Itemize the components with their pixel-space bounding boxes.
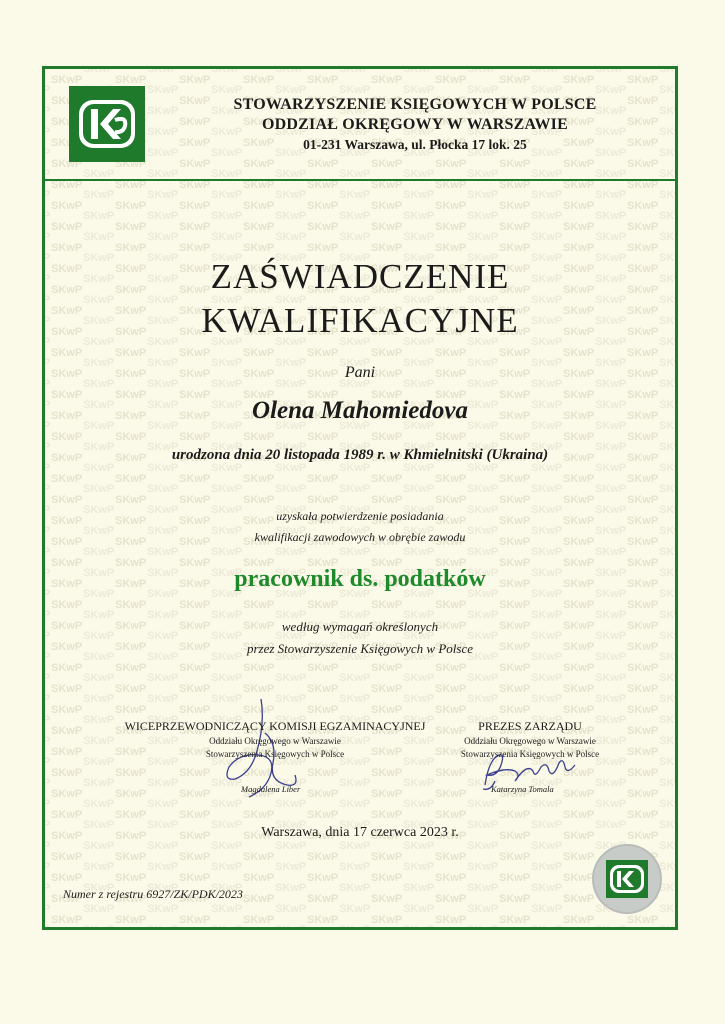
organization-name: STOWARZYSZENIE KSIĘGOWYCH W POLSCE: [233, 96, 597, 113]
organization-address: 01-231 Warszawa, ul. Płocka 17 lok. 25: [303, 137, 527, 152]
recipient-name: Olena Mahomiedova: [252, 397, 468, 424]
certificate-frame: [42, 66, 678, 930]
signatory-org-left-line2: Stowarzyszenia Księgowych w Polsce: [205, 749, 345, 759]
signatory-org-right-line2: Stowarzyszenia Księgowych w Polsce: [460, 749, 600, 759]
signatory-name-right: Katarzyna Tomala: [491, 784, 554, 794]
birth-info: urodzona dnia 20 listopada 1989 r. w Khmielnitski (Ukraina): [171, 447, 549, 463]
place-and-date: Warszawa, dnia 17 czerwca 2023 r.: [261, 825, 459, 840]
salutation: Pani: [344, 364, 376, 381]
seal-logo-icon: [591, 843, 663, 915]
confirmation-line2: kwalifikacji zawodowych w obrębie zawodu: [254, 530, 466, 544]
certificate-header: [45, 69, 675, 181]
registry-number: Numer z rejestru 6927/ZK/PDK/2023: [63, 887, 243, 901]
signatory-org-left-line1: Oddziału Okręgowego w Warszawie: [209, 736, 341, 746]
branch-name: ODDZIAŁ OKRĘGOWY W WARSZAWIE: [262, 116, 568, 133]
certificate-title-line2: KWALIFIKACYJNE: [201, 301, 519, 340]
signature-block-right: [445, 719, 615, 760]
signature-block-left: [115, 719, 435, 760]
signatory-title-left: WICEPRZEWODNICZĄCY KOMISJI EGZAMINACYJNEJ: [124, 719, 426, 733]
certificate-title-line1: ZAŚWIADCZENIE: [210, 257, 510, 296]
signatory-org-right-line1: Oddziału Okręgowego w Warszawie: [464, 736, 596, 746]
watermark-pattern: [45, 69, 675, 927]
sk-logo-icon: [69, 86, 145, 162]
confirmation-line1: uzyskała potwierdzenie posiadania: [276, 509, 444, 523]
requirements-line1: według wymagań określonych: [281, 619, 439, 634]
signatory-title-right: PREZES ZARZĄDU: [478, 719, 582, 733]
signatory-name-left: Magdalena Liber: [241, 784, 301, 794]
requirements-line2: przez Stowarzyszenie Księgowych w Polsce: [246, 641, 474, 656]
profession-title: pracownik ds. podatków: [234, 566, 486, 592]
